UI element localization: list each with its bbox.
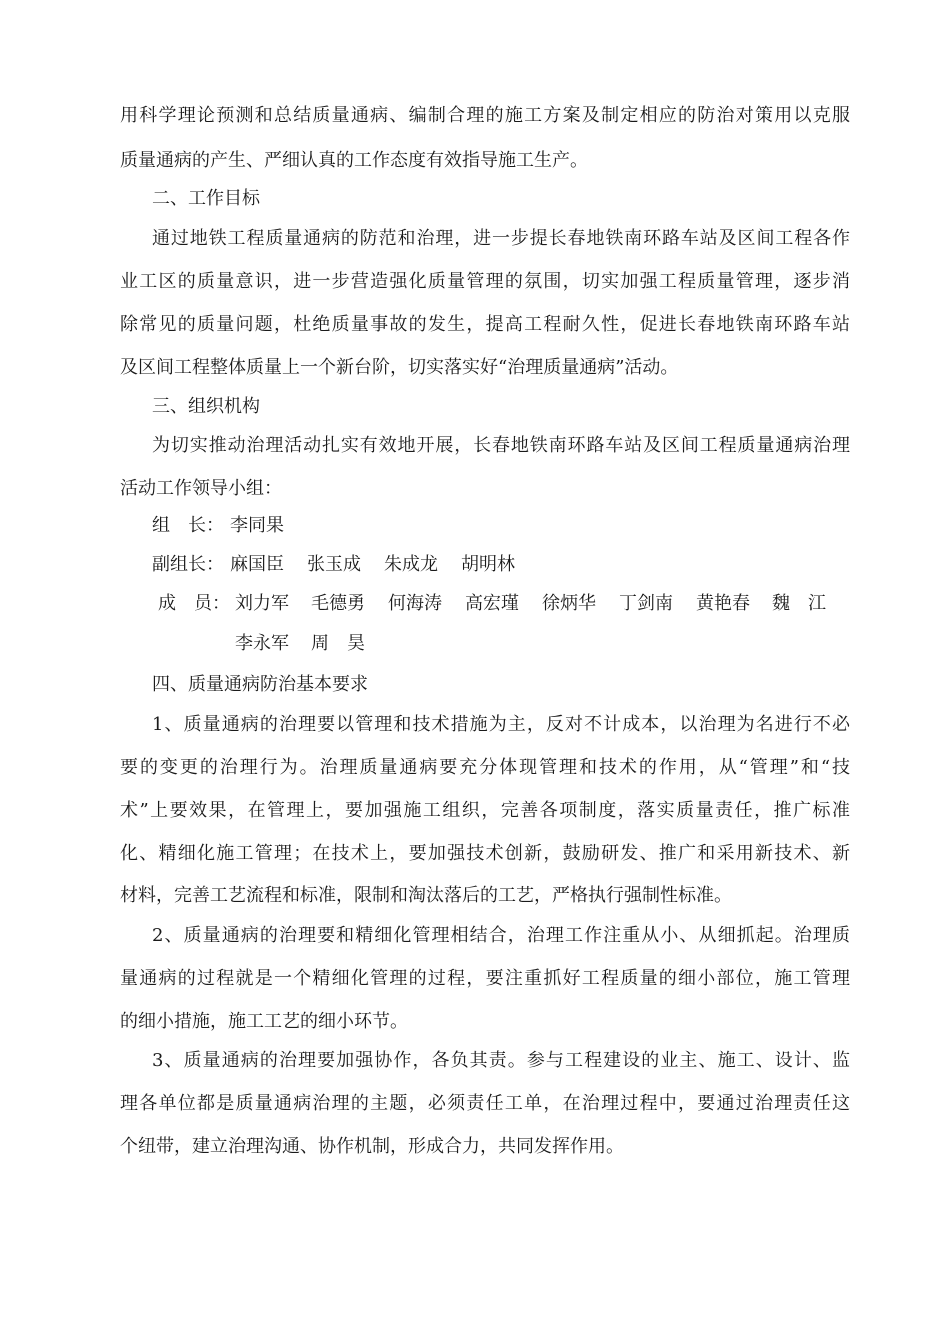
deputy-label: 副组长：: [152, 554, 224, 575]
text-line: 为切实推动治理活动扎实有效地开展，长春地铁南环路车站及区间工程质量通病治理: [152, 435, 850, 456]
text-line: 要的变更的治理行为。治理质量通病要充分体现管理和技术的作用，从“管理”和“技: [120, 757, 850, 778]
member-name: 刘力军: [235, 593, 289, 614]
text-line: 材料，完善工艺流程和标准，限制和淘汰落后的工艺，严格执行强制性标准。: [120, 885, 732, 906]
leader-label: 组 长：: [152, 515, 224, 536]
member-name: 黄艳春: [696, 593, 750, 614]
member-name: 高宏瑾: [465, 593, 519, 614]
member-name: 何海涛: [388, 593, 442, 614]
member-name: 周 昊: [311, 633, 365, 654]
member-label: 成 员：: [158, 593, 230, 614]
text-line: 化、精细化施工管理；在技术上，要加强技术创新，鼓励研发、推广和采用新技术、新: [120, 843, 850, 864]
member-name: 徐炳华: [542, 593, 596, 614]
text-line: 质量通病的产生、严细认真的工作态度有效指导施工生产。: [120, 150, 588, 171]
section-heading-organization: 三、组织机构: [152, 396, 260, 417]
member-name: 李永军: [235, 633, 289, 654]
text-line: 除常见的质量问题，杜绝质量事故的发生，提高工程耐久性，促进长春地铁南环路车站: [120, 314, 850, 335]
text-line: 通过地铁工程质量通病的防范和治理，进一步提长春地铁南环路车站及区间工程各作: [152, 228, 850, 249]
text-line: 用科学理论预测和总结质量通病、编制合理的施工方案及制定相应的防治对策用以克服: [120, 105, 850, 126]
section-heading-requirements: 四、质量通病防治基本要求: [152, 674, 368, 695]
section-heading-goals: 二、工作目标: [152, 188, 260, 209]
text-line: 1、质量通病的治理要以管理和技术措施为主，反对不计成本，以治理为名进行不必: [152, 714, 850, 735]
member-name: 魏 江: [772, 593, 826, 614]
text-line: 及区间工程整体质量上一个新台阶，切实落实好“治理质量通病”活动。: [120, 357, 679, 378]
text-line: 理各单位都是质量通病治理的主题，必须责任工单，在治理过程中，要通过治理责任这: [120, 1093, 850, 1114]
leader-name: 李同果: [230, 515, 284, 536]
text-line: 活动工作领导小组：: [120, 478, 282, 499]
text-line: 个纽带，建立治理沟通、协作机制，形成合力，共同发挥作用。: [120, 1136, 624, 1157]
text-line: 业工区的质量意识，进一步营造强化质量管理的氛围，切实加强工程质量管理，逐步消: [120, 271, 850, 292]
text-line: 量通病的过程就是一个精细化管理的过程，要注重抓好工程质量的细小部位，施工管理: [120, 968, 850, 989]
deputy-name: 麻国臣: [230, 554, 284, 575]
text-line: 的细小措施，施工工艺的细小环节。: [120, 1011, 408, 1032]
text-line: 3、质量通病的治理要加强协作，各负其责。参与工程建设的业主、施工、设计、监: [152, 1050, 850, 1071]
member-name: 丁剑南: [619, 593, 673, 614]
text-line: 术”上要效果，在管理上，要加强施工组织，完善各项制度，落实质量责任，推广标准: [120, 800, 850, 821]
deputy-name: 朱成龙: [384, 554, 438, 575]
deputy-name: 胡明林: [461, 554, 515, 575]
member-name: 毛德勇: [311, 593, 365, 614]
deputy-name: 张玉成: [307, 554, 361, 575]
text-line: 2、质量通病的治理要和精细化管理相结合，治理工作注重从小、从细抓起。治理质: [152, 925, 850, 946]
